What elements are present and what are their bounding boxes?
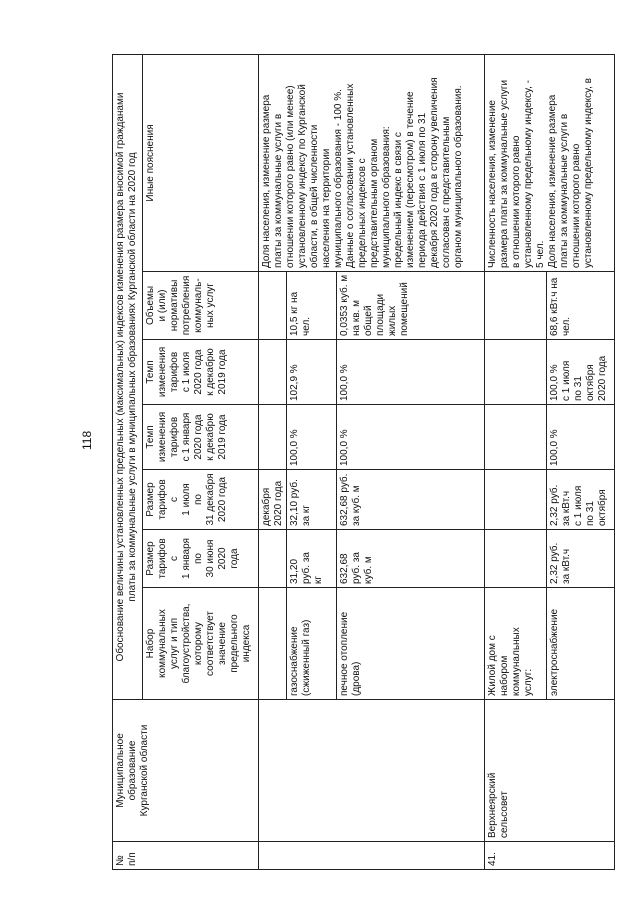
header-number: № п/п: [113, 842, 259, 870]
cell-services: печное отопление (дрова): [337, 588, 485, 700]
cell-tariff-jan-jun: 632,68 руб. за куб. м: [337, 530, 485, 588]
cell-notes: Численность населения, изменение размера платы за коммунальные услуги в отношении которого равно установленному предельному индексу, - 5 чел. Доля населения, изменение размера платы за коммунальные услуги в отношении которого равно установленному предельному индексу, в: [485, 54, 615, 271]
header-rate-jan: Темп изменения тарифов с 1 января 2020 года к декабрю 2019 года: [143, 405, 259, 470]
empty-cell: [485, 340, 547, 405]
cell-rate-jul: 102,9 %: [287, 340, 337, 405]
cell-rate-jan: 100,0 %: [337, 405, 485, 470]
cell-municipality: [259, 700, 485, 842]
cell-tariff-jul-dec: 632,68 руб. за куб. м: [337, 470, 485, 530]
cell-volumes: 68,6 кВт.ч на чел.: [547, 272, 615, 340]
cell-number: 41.: [485, 842, 615, 870]
header-volumes: Объемы и (или) нормативы потребления коммуналь- ных услуг: [143, 272, 259, 340]
table-title: Обоснование величины установленных предельных (максимальных) индексов изменения размера вносимой гражданами платы за коммунальные услуги в муниципальных образованиях Курганской области на 2020 год: [113, 54, 143, 699]
header-tariff-jan-jun: Размер тарифов с 1 января по 30 июня 2020 года: [143, 530, 259, 588]
cell-notes: Доля населения, изменение размера платы за коммунальные услуги в отношении которого равно (или менее) установленному индексу по Курганской области, в общей численности населения на территории муниципального образования - 100 %. Данные о согласовании установленных предельных индексов с представительным органом муниципального образования: предельный индекс в связи с изменением (пересмотром) в течение периода действия с 1 июля по 31 декабря 2020 года в сторону увеличения согласован с представительным органом муниципального образования.: [259, 54, 485, 271]
empty-cell: [485, 272, 547, 340]
empty-cell: [485, 470, 547, 530]
cell-volumes: 0,0353 куб. м на кв. м общей площади жилых помещений: [337, 272, 485, 340]
cell-tariff-jul-dec: 2,32 руб. за кВт.ч с 1 июля по 31 октября: [547, 470, 615, 530]
empty-cell: [259, 530, 287, 588]
header-notes: Иные пояснения: [143, 54, 259, 271]
cell-services: электроснабжение: [547, 588, 615, 700]
cell-rate-jul: 100,0 % с 1 июля по 31 октября 2020 года: [547, 340, 615, 405]
empty-cell: [259, 588, 287, 700]
cell-rate-jan: 100,0 %: [547, 405, 615, 470]
empty-cell: [485, 530, 547, 588]
empty-cell: [259, 340, 287, 405]
cell-rate-jul: 100,0 %: [337, 340, 485, 405]
cell-tariff-jan-jun: 31,20 руб. за кг: [287, 530, 337, 588]
table-row: [485, 54, 547, 869]
header-rate-jul: Темп изменения тарифов с 1 июля 2020 года к декабрю 2019 года: [143, 340, 259, 405]
empty-cell: [259, 405, 287, 470]
cell-services: Жилой дом с набором коммунальных услуг:: [485, 588, 547, 700]
header-municipality: Муниципальное образование Курганской области: [113, 700, 259, 842]
table-row: [259, 54, 287, 869]
cell-number: [259, 842, 485, 870]
title-row: [113, 54, 143, 869]
empty-cell: [485, 405, 547, 470]
cell-services: газоснабжение (сжиженный газ): [287, 588, 337, 700]
header-services: Набор коммунальных услуг и тип благоустройства, которому соответствует значение предельного индекса: [143, 588, 259, 700]
cell-tariff-jul-dec: декабря 2020 года: [259, 470, 287, 530]
header-tariff-jul-dec: Размер тарифов с 1 июля по 31 декабря 2020 года: [143, 470, 259, 530]
cell-tariff-jul-dec: 32,10 руб. за кг: [287, 470, 337, 530]
cell-volumes: 10,5 кг на чел.: [287, 272, 337, 340]
cell-rate-jan: 100,0 %: [287, 405, 337, 470]
cell-municipality: Верхнеярский сельсовет: [485, 700, 615, 842]
justification-table: [112, 54, 615, 870]
cell-tariff-jan-jun: 2,32 руб. за кВт.ч: [547, 530, 615, 588]
page-number: 118: [80, 430, 94, 450]
empty-cell: [259, 272, 287, 340]
